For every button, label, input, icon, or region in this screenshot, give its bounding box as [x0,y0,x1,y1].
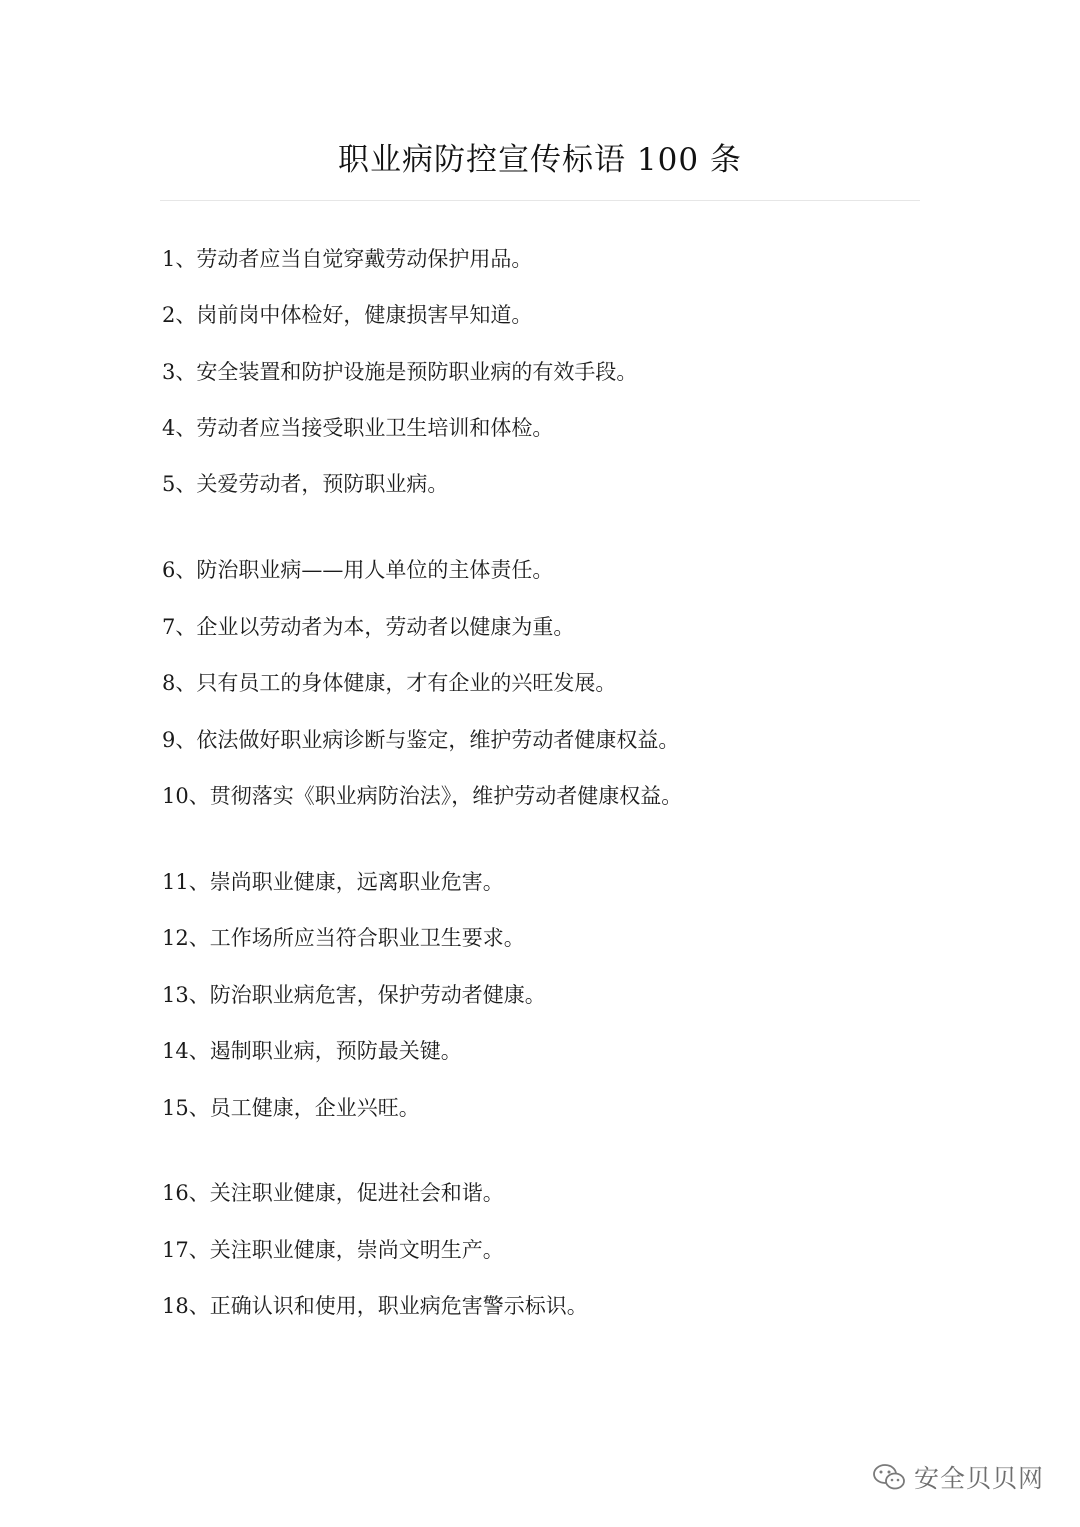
slogan-item-16: 16、关注职业健康，促进社会和谐。 [162,1181,504,1205]
wechat-icon [872,1462,906,1492]
slogan-item-17: 17、关注职业健康，崇尚文明生产。 [162,1238,504,1262]
slogan-item-10: 10、贯彻落实《职业病防治法》，维护劳动者健康权益。 [162,784,683,808]
document-title: 职业病防控宣传标语 100 条 [338,142,742,178]
slogan-item-11: 11、崇尚职业健康，远离职业危害。 [162,870,504,894]
title-divider [160,200,920,201]
slogan-item-1: 1、劳动者应当自觉穿戴劳动保护用品。 [162,247,533,271]
slogan-item-18: 18、正确认识和使用，职业病危害警示标识。 [162,1294,588,1318]
watermark [872,1457,1044,1497]
slogan-item-6: 6、防治职业病——用人单位的主体责任。 [162,558,554,582]
slogan-item-7: 7、企业以劳动者为本，劳动者以健康为重。 [162,615,575,639]
watermark-text: 安全贝贝网 [913,1464,1044,1493]
slogan-item-5: 5、关爱劳动者，预防职业病。 [162,472,449,496]
slogan-item-15: 15、员工健康，企业兴旺。 [162,1096,420,1120]
slogan-item-13: 13、防治职业病危害，保护劳动者健康。 [162,983,546,1007]
slogan-item-12: 12、工作场所应当符合职业卫生要求。 [162,926,525,950]
slogan-item-8: 8、只有员工的身体健康，才有企业的兴旺发展。 [162,671,617,695]
slogan-item-4: 4、劳动者应当接受职业卫生培训和体检。 [162,416,554,440]
slogan-item-14: 14、遏制职业病，预防最关键。 [162,1039,462,1063]
slogan-item-2: 2、岗前岗中体检好，健康损害早知道。 [162,303,533,327]
slogan-item-9: 9、依法做好职业病诊断与鉴定，维护劳动者健康权益。 [162,728,680,752]
slogan-item-3: 3、安全装置和防护设施是预防职业病的有效手段。 [162,360,638,384]
